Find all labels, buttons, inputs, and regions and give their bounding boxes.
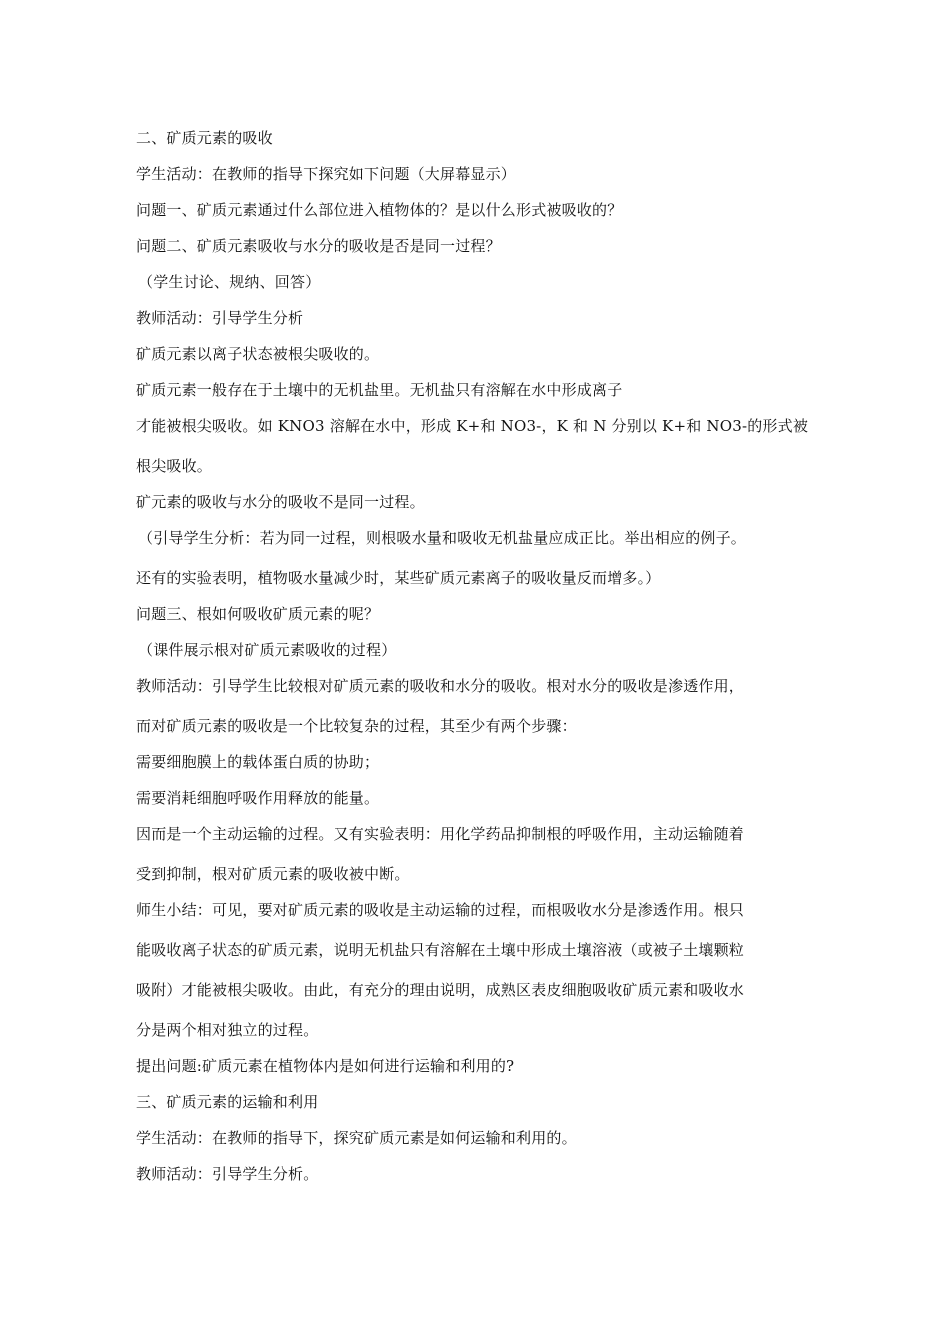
paragraph-line: 分是两个相对独立的过程。 bbox=[136, 1021, 319, 1039]
paragraph-line: 因而是一个主动运输的过程。又有实验表明：用化学药品抑制根的呼吸作用，主动运输随着 bbox=[136, 825, 745, 843]
section-heading-mineral-transport: 三、矿质元素的运输和利用 bbox=[136, 1093, 319, 1111]
paragraph-line: 受到抑制，根对矿质元素的吸收被中断。 bbox=[136, 865, 410, 883]
paragraph-line: 教师活动：引导学生比较根对矿质元素的吸收和水分的吸收。根对水分的吸收是渗透作用， bbox=[136, 677, 745, 695]
paragraph-line: 需要细胞膜上的载体蛋白质的协助； bbox=[136, 753, 380, 771]
paragraph-line: 问题二、矿质元素吸收与水分的吸收是否是同一过程？ bbox=[136, 237, 501, 255]
paragraph-line: （引导学生分析：若为同一过程，则根吸水量和吸收无机盐量应成正比。举出相应的例子。 bbox=[138, 529, 747, 547]
paragraph-line: 矿质元素一般存在于土壤中的无机盐里。无机盐只有溶解在水中形成离子 bbox=[136, 381, 623, 399]
paragraph-line: 提出问题:矿质元素在植物体内是如何进行运输和利用的? bbox=[136, 1057, 515, 1075]
section-heading-mineral-absorption: 二、矿质元素的吸收 bbox=[136, 129, 273, 147]
paragraph-line: 吸附）才能被根尖吸收。由此，有充分的理由说明，成熟区表皮细胞吸收矿质元素和吸收水 bbox=[136, 981, 745, 999]
paragraph-line: 还有的实验表明，植物吸水量减少时，某些矿质元素离子的吸收量反而增多。） bbox=[136, 569, 661, 587]
paragraph-line: 教师活动：引导学生分析。 bbox=[136, 1165, 319, 1183]
paragraph-line: 学生活动：在教师的指导下探究如下问题（大屏幕显示） bbox=[136, 165, 517, 183]
paragraph-line: 矿质元素以离子状态被根尖吸收的。 bbox=[136, 345, 380, 363]
paragraph-line: （学生讨论、规纳、回答） bbox=[138, 273, 321, 291]
paragraph-line: （课件展示根对矿质元素吸收的过程） bbox=[138, 641, 397, 659]
paragraph-line: 师生小结：可见，要对矿质元素的吸收是主动运输的过程，而根吸收水分是渗透作用。根只 bbox=[136, 901, 745, 919]
paragraph-line: 需要消耗细胞呼吸作用释放的能量。 bbox=[136, 789, 380, 807]
paragraph-line: 矿元素的吸收与水分的吸收不是同一过程。 bbox=[136, 493, 425, 511]
paragraph-line: 问题一、矿质元素通过什么部位进入植物体的？是以什么形式被吸收的？ bbox=[136, 201, 623, 219]
paragraph-line: 问题三、根如何吸收矿质元素的呢？ bbox=[136, 605, 380, 623]
paragraph-line: 能吸收离子状态的矿质元素，说明无机盐只有溶解在土壤中形成土壤溶液（或被子土壤颗粒 bbox=[136, 941, 745, 959]
paragraph-line: 根尖吸收。 bbox=[136, 457, 213, 475]
paragraph-line: 而对矿质元素的吸收是一个比较复杂的过程，其至少有两个步骤： bbox=[136, 717, 577, 735]
paragraph-line: 学生活动：在教师的指导下，探究矿质元素是如何运输和利用的。 bbox=[136, 1129, 577, 1147]
paragraph-line: 教师活动：引导学生分析 bbox=[136, 309, 304, 327]
paragraph-line: 才能被根尖吸收。如 KNO3 溶解在水中，形成 K+和 NO3-，K 和 N 分别以 K+和 NO3-的形式被 bbox=[136, 417, 809, 435]
